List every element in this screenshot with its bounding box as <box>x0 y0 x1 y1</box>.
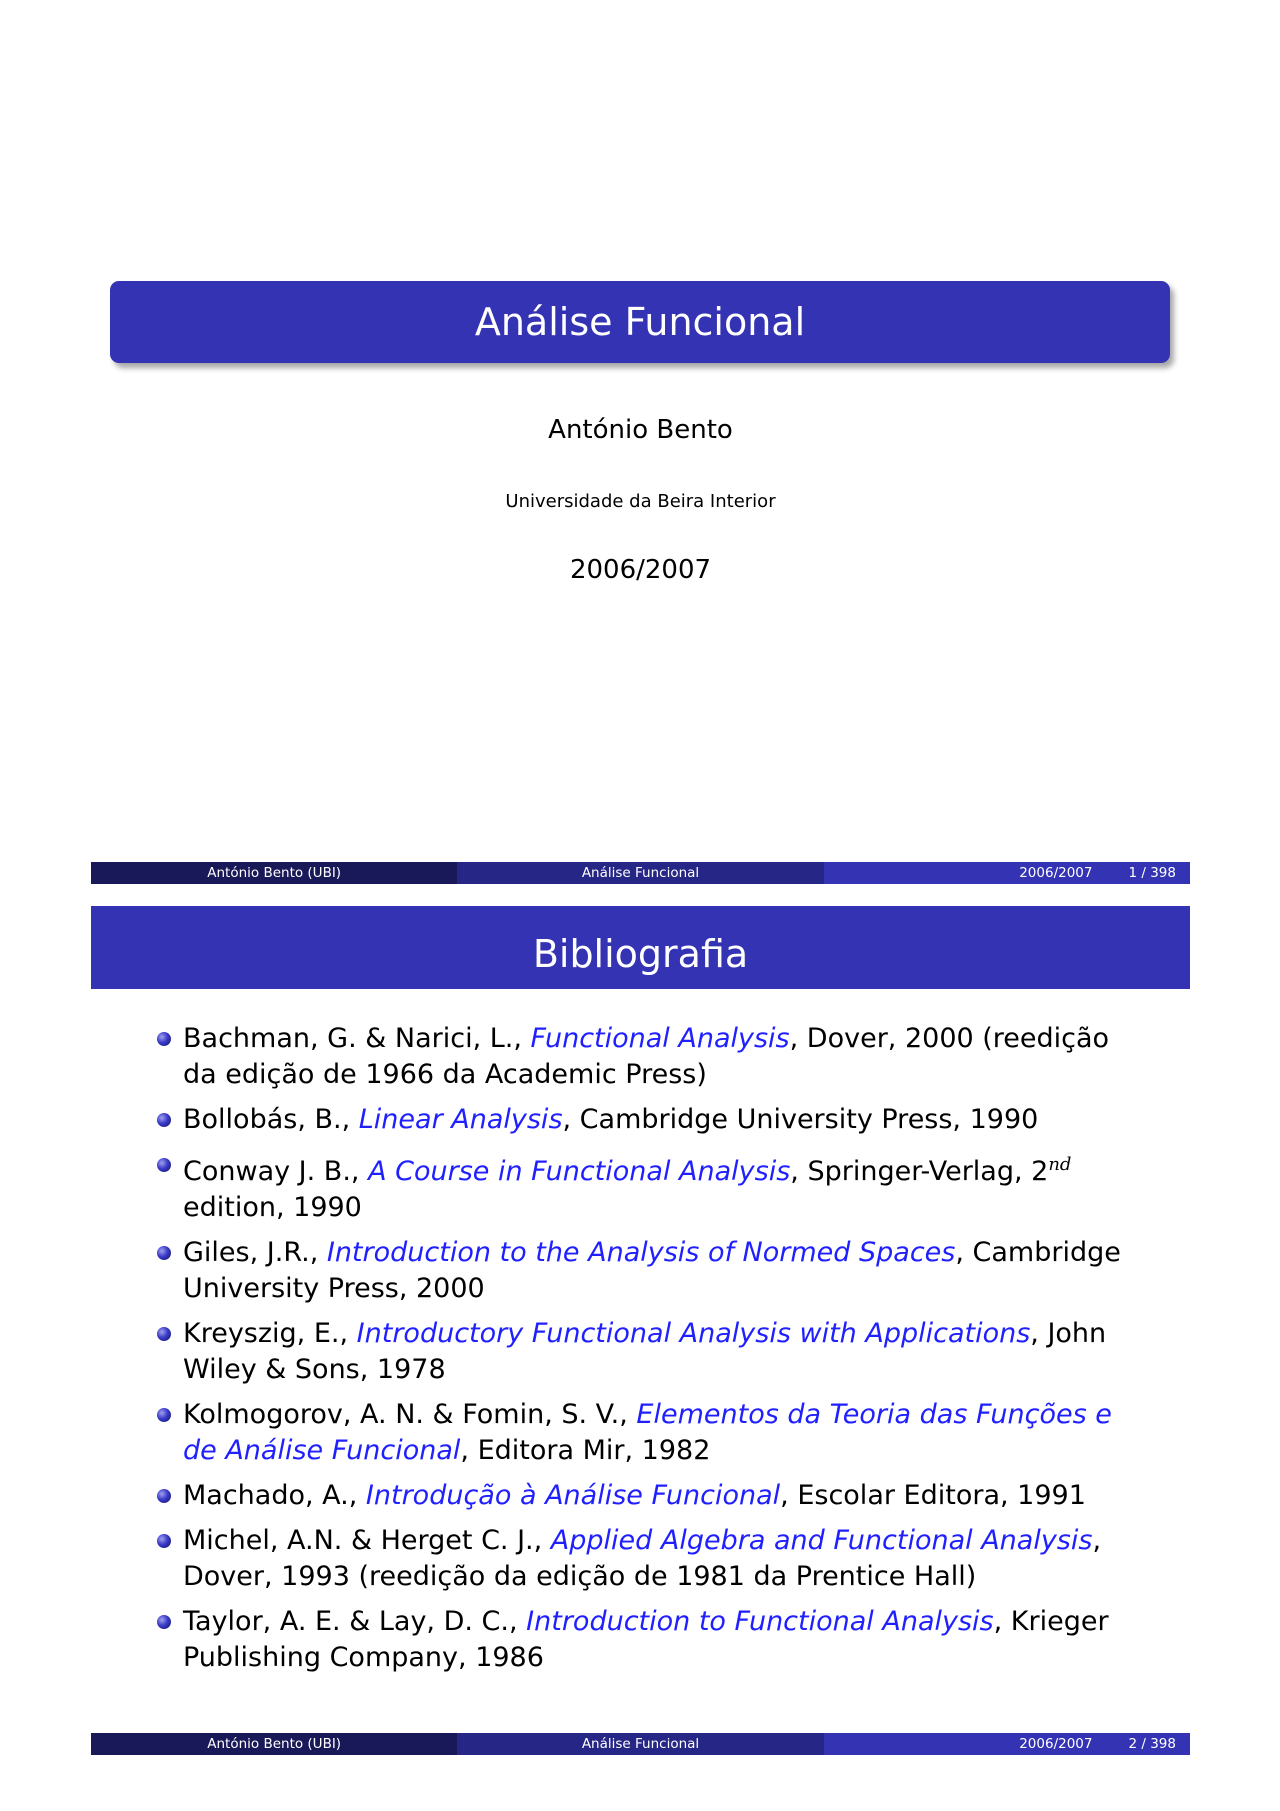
ball-bullet-icon <box>157 1534 171 1548</box>
footer-date: 2006/2007 <box>1019 1736 1093 1752</box>
institute: Universidade da Beira Interior <box>505 491 776 512</box>
bibliography-slide <box>91 906 1190 1761</box>
footer <box>91 1733 1190 1755</box>
footer-right <box>824 862 1190 884</box>
frame-title: Bibliografia <box>91 906 1190 989</box>
list-item: Michel, A.N. & Herget C. J., Applied Algebra and Functional Analysis, Dover, 1993 (reedição da edição de 1981 da Prentice Hall) <box>183 1523 1143 1595</box>
date: 2006/2007 <box>569 555 712 585</box>
book-title: Applied Algebra and Functional Analysis <box>550 1525 1093 1556</box>
book-title: A Course in Functional Analysis <box>368 1156 791 1187</box>
list-item: Conway J. B., A Course in Functional Analysis, Springer-Verlag, 2nd edition, 1990 <box>183 1147 1143 1226</box>
superscript: nd <box>1048 1154 1072 1175</box>
ball-bullet-icon <box>157 1113 171 1127</box>
footer <box>91 862 1190 884</box>
ball-bullet-icon <box>157 1489 171 1503</box>
list-item: Bollobás, B., Linear Analysis, Cambridge University Press, 1990 <box>183 1102 1143 1138</box>
list-item: Bachman, G. & Narici, L., Functional Analysis, Dover, 2000 (reedição da edição de 1966 da Academic Press) <box>183 1021 1143 1093</box>
book-title: Linear Analysis <box>358 1104 563 1135</box>
list-item: Kreyszig, E., Introductory Functional Analysis with Applications, John Wiley & Sons, 1978 <box>183 1316 1143 1388</box>
book-title: Introduction to the Analysis of Normed Spaces <box>326 1237 956 1268</box>
ball-bullet-icon <box>157 1032 171 1046</box>
footer-date: 2006/2007 <box>1019 865 1093 881</box>
list-item: Taylor, A. E. & Lay, D. C., Introduction to Functional Analysis, Krieger Publishing Company, 1986 <box>183 1604 1143 1676</box>
book-title: Introduction to Functional Analysis <box>526 1606 994 1637</box>
ball-bullet-icon <box>157 1246 171 1260</box>
footer-title: Análise Funcional <box>457 862 823 884</box>
footer-title: Análise Funcional <box>457 1733 823 1755</box>
ball-bullet-icon <box>157 1615 171 1629</box>
title-slide <box>91 35 1190 890</box>
list-item: Machado, A., Introdução à Análise Funcional, Escolar Editora, 1991 <box>183 1478 1143 1514</box>
slide-title: Análise Funcional <box>110 281 1170 363</box>
page-number: 2 / 398 <box>1128 1736 1176 1752</box>
book-title: Introdução à Análise Funcional <box>365 1480 781 1511</box>
footer-author: António Bento (UBI) <box>91 1733 457 1755</box>
ball-bullet-icon <box>157 1327 171 1341</box>
footer-right <box>824 1733 1190 1755</box>
footer-author: António Bento (UBI) <box>91 862 457 884</box>
list-item: Giles, J.R., Introduction to the Analysis of Normed Spaces, Cambridge University Press, 2000 <box>183 1235 1143 1307</box>
book-title: Introductory Functional Analysis with Applications <box>356 1318 1031 1349</box>
book-title: Functional Analysis <box>530 1023 790 1054</box>
ball-bullet-icon <box>157 1408 171 1422</box>
ball-bullet-icon <box>157 1158 171 1172</box>
list-item: Kolmogorov, A. N. & Fomin, S. V., Elementos da Teoria das Funções e de Análise Funcional, Editora Mir, 1982 <box>183 1397 1143 1469</box>
bibliography-list <box>183 1021 1143 1685</box>
book-title: Elementos da Teoria das Funções e de Análise Funcional <box>183 1399 1112 1466</box>
page-number: 1 / 398 <box>1128 865 1176 881</box>
author: António Bento <box>548 415 733 445</box>
